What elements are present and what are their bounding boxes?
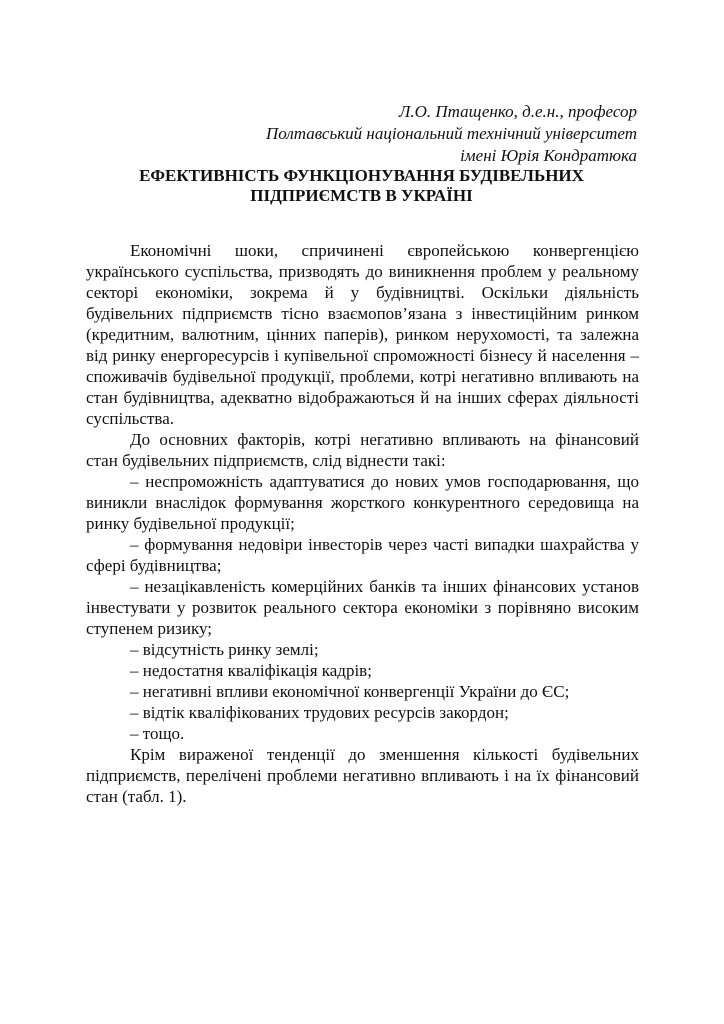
list-item-qualification: – недостатня кваліфікація кадрів;	[130, 661, 372, 680]
document-title	[86, 166, 637, 206]
body-text	[86, 240, 639, 807]
affiliation-line-2: імені Юрія Кондратюка	[460, 146, 637, 165]
list-item-adaptation: – неспроможність адаптуватися до нових умов господарювання, що виникли внаслідок формування жорсткого конкурентного середовища на ринку будівельної продукції;	[86, 472, 639, 533]
title-line-2: ПІДПРИЄМСТВ В УКРАЇНІ	[250, 186, 473, 205]
list-item-banks: – незацікавленість комерційних банків та інших фінансових установ інвестувати у розвиток реального сектора економіки з порівняно високим ступенем ризику;	[86, 577, 639, 638]
list-item-labor-outflow: – відтік кваліфікованих трудових ресурсів закордон;	[130, 703, 509, 722]
list-item-convergence: – негативні впливи економічної конвергенції України до ЄС;	[130, 682, 570, 701]
paragraph-conclusion: Крім вираженої тенденції до зменшення кількості будівельних підприємств, перелічені проблеми негативно впливають і на їх фінансовий стан (табл. 1).	[86, 745, 639, 806]
list-item-land-market: – відсутність ринку землі;	[130, 640, 319, 659]
affiliation-line-1: Полтавський національний технічний університет	[266, 124, 637, 143]
list-item-etc: – тощо.	[130, 724, 185, 743]
author-block	[86, 101, 637, 167]
paragraph-intro: Економічні шоки, спричинені європейською конвергенцією українського суспільства, призводять до виникнення проблем у реальному секторі економіки, зокрема й у будівництві. Оскільки діяльність будівельних підприємств тісно взаємопов’язана з інвестиційним ринком (кредитним, валютним, цінних паперів), ринком нерухомості, та залежна від ринку енергоресурсів і купівельної спроможності бізнесу й населення – споживачів будівельної продукції, проблеми, котрі негативно впливають на стан будівництва, адекватно відображаються й на інших сферах діяльності суспільства.	[86, 241, 639, 428]
paragraph-factors-intro: До основних факторів, котрі негативно впливають на фінансовий стан будівельних підприємств, слід віднести такі:	[86, 430, 639, 470]
title-line-1: ЕФЕКТИВНІСТЬ ФУНКЦІОНУВАННЯ БУДІВЕЛЬНИХ	[139, 166, 584, 185]
list-item-investor-distrust: – формування недовіри інвесторів через часті випадки шахрайства у сфері будівництва;	[86, 535, 639, 575]
author-name: Л.О. Птащенко, д.е.н., професор	[398, 102, 637, 121]
